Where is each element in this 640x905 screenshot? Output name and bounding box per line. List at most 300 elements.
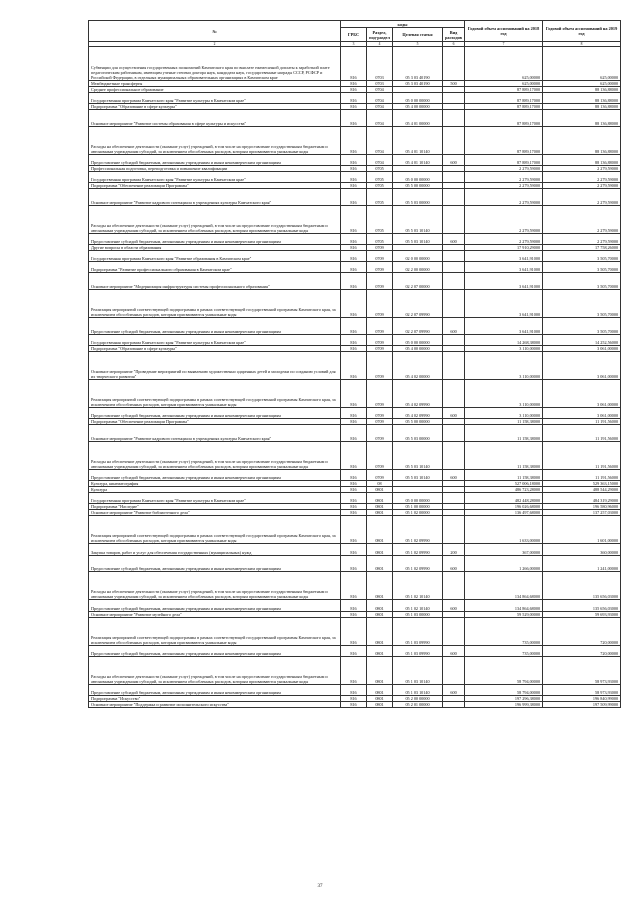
row-csr: 05 0 00 00000 [393,92,443,103]
row-vr [443,352,465,380]
row-grbs: 816 [341,425,367,442]
row-vr: 600 [443,154,465,165]
row-grbs: 816 [341,696,367,702]
row-name: Подпрограмма "Обеспечение реализации Программы" [89,419,341,425]
row-name: Подпрограмма "Развитие профессионального образования в Камчатском крае" [89,262,341,273]
row-razdel: 0801 [367,504,393,510]
row-amount-2019: 625,00000 [543,80,621,86]
row-razdel: 0709 [367,244,393,250]
row-grbs: 816 [341,250,367,261]
row-amount-2018: 11 158,38000 [465,425,543,442]
row-amount-2018: 11 158,38000 [465,470,543,481]
row-grbs: 816 [341,126,367,154]
table-row [89,408,621,419]
row-amount-2018: 3 110,00000 [465,346,543,352]
row-csr: 05 5 03 10140 [393,442,443,470]
row-amount-2019: 11 191,56000 [543,419,621,425]
header-no: № [89,21,341,42]
row-amount-2019: 58 973,93000 [543,656,621,684]
row-csr: 05 4 00 00000 [393,346,443,352]
row-csr: 05 1 03 00000 [393,611,443,617]
row-grbs: 816 [341,92,367,103]
row-vr [443,188,465,205]
row-razdel: 0709 [367,470,393,481]
row-razdel: 0709 [367,262,393,273]
row-name: Субвенции для осуществления государственных полномочий Камчатского края по выплате ежемесячной доплаты к заработной плате педагогическим работникам, имеющим ученые степени доктора наук, кандидата наук, государственные награды СССР, РСФСР и Российской Федерации, в отдельных муниципальных образовательных организациях в Камчатском крае [89,47,341,81]
row-amount-2018: 14 268,38000 [465,334,543,345]
row-name: Государственная программа Камчатского края "Развитие культуры в Камчатском крае" [89,92,341,103]
row-amount-2018: 3 641,91000 [465,262,543,273]
row-csr: 05 1 03 09990 [393,617,443,645]
row-razdel: 0801 [367,510,393,516]
row-amount-2018: 735,00000 [465,645,543,656]
row-name: Подпрограмма "Образование в сфере культуры" [89,103,341,109]
header-csr: Целевая статья [393,28,443,42]
row-grbs: 816 [341,171,367,182]
table-row [89,645,621,656]
row-amount-2018: 367,00000 [465,544,543,555]
row-grbs: 816 [341,617,367,645]
row-vr [443,262,465,273]
colnum: 2 [89,42,341,47]
row-vr: 600 [443,645,465,656]
row-grbs: 816 [341,600,367,611]
row-vr [443,572,465,600]
row-grbs: 816 [341,109,367,126]
row-amount-2018: 134 864,68000 [465,600,543,611]
row-amount-2018: 527 006,18000 [465,481,543,487]
row-vr: 600 [443,318,465,335]
table-row [89,188,621,205]
row-amount-2019: 196 580,96000 [543,504,621,510]
row-amount-2019: 3 505,70000 [543,290,621,318]
row-csr: 05 0 00 00000 [393,171,443,182]
row-name: Основное мероприятие "Развитие библиотечного дела" [89,510,341,516]
row-razdel: 0705 [367,233,393,244]
row-amount-2018: 2 279,59000 [465,188,543,205]
table-row [89,126,621,154]
row-amount-2018: 87 889,17000 [465,103,543,109]
row-csr: 05 5 03 00000 [393,188,443,205]
row-amount-2018: 2 279,59000 [465,205,543,233]
table-row [89,442,621,470]
row-name: Государственная программа Камчатского края "Развитие культуры в Камчатском крае" [89,334,341,345]
row-vr [443,290,465,318]
row-amount-2018: 2 279,59000 [465,165,543,171]
row-vr [443,702,465,708]
header-grbs: ГРБС [341,28,367,42]
row-csr: 05 5 03 10140 [393,205,443,233]
row-grbs: 816 [341,487,367,493]
row-amount-2018: 17 910,29000 [465,244,543,250]
row-razdel: 0704 [367,92,393,103]
row-name: Подпрограмма "Искусство" [89,696,341,702]
row-csr: 05 4 00 00000 [393,103,443,109]
table-row [89,318,621,335]
row-amount-2019: 3 061,00000 [543,352,621,380]
row-amount-2019: 2 279,59000 [543,188,621,205]
row-razdel: 0704 [367,154,393,165]
row-amount-2019: 2 279,59000 [543,205,621,233]
row-name: Предоставление субсидий бюджетным, автономным учреждениям и иным некоммерческим организациям [89,233,341,244]
row-grbs: 816 [341,516,367,544]
row-vr [443,47,465,81]
row-amount-2018: 625,00000 [465,47,543,81]
row-amount-2019: 3 061,00000 [543,346,621,352]
row-amount-2018: 1 266,00000 [465,555,543,572]
row-csr: 05 1 02 09990 [393,516,443,544]
row-name: Расходы на обеспечение деятельности (оказание услуг) учреждений, в том числе на предоставление государственным бюджетным и автономным учреждениям субсидий, за исключением обособленных расходов, которым присваиваются уникальные коды [89,656,341,684]
table-row [89,555,621,572]
row-vr [443,493,465,504]
row-vr: 600 [443,470,465,481]
row-grbs: 816 [341,555,367,572]
row-vr [443,171,465,182]
row-csr: 05 4 02 09990 [393,380,443,408]
row-name: Государственная программа Камчатского края "Развитие культуры в Камчатском крае" [89,171,341,182]
row-amount-2018: 136 497,68000 [465,510,543,516]
row-amount-2019: 11 191,56000 [543,442,621,470]
header-codes: коды [341,21,465,28]
row-vr [443,516,465,544]
row-razdel: 0705 [367,188,393,205]
row-amount-2018: 2 279,59000 [465,182,543,188]
row-razdel: 0709 [367,442,393,470]
row-csr: 05 3 03 40190 [393,80,443,86]
row-name: Предоставление субсидий бюджетным, автономным учреждениям и иным некоммерческим организациям [89,684,341,695]
row-name: Среднее профессиональное образование [89,86,341,92]
row-csr: 02 2 07 00000 [393,273,443,290]
row-amount-2019: 88 136,88000 [543,92,621,103]
table-row [89,92,621,103]
row-razdel: 0801 [367,544,393,555]
table-row [89,47,621,81]
row-grbs: 816 [341,611,367,617]
row-grbs: 816 [341,165,367,171]
colnum: 8 [543,42,621,47]
row-amount-2019: 3 505,70000 [543,318,621,335]
row-amount-2018: 59 529,00000 [465,611,543,617]
table-row [89,600,621,611]
row-name: Закупка товаров, работ и услуг для обеспечения государственных (муниципальных) нужд [89,544,341,555]
row-grbs: 816 [341,684,367,695]
row-amount-2019: 720,00000 [543,617,621,645]
row-amount-2019: 11 191,56000 [543,470,621,481]
row-amount-2018: 3 110,00000 [465,352,543,380]
row-name: Предоставление субсидий бюджетным, автономным учреждениям и иным некоммерческим организациям [89,645,341,656]
row-razdel: 0801 [367,656,393,684]
row-csr: 02 2 07 09990 [393,318,443,335]
row-vr [443,273,465,290]
row-name: Расходы на обеспечение деятельности (оказание услуг) учреждений, в том числе на предоставление государственным бюджетным и автономным учреждениям субсидий, за исключением обособленных расходов, которым присваиваются уникальные коды [89,572,341,600]
row-csr: 02 2 07 09990 [393,290,443,318]
row-amount-2019: 135 656,03000 [543,600,621,611]
row-name: Предоставление субсидий бюджетным, автономным учреждениям и иным некоммерческим организациям [89,154,341,165]
row-name: Основное мероприятие "Поддержка и развитие исполнительского искусства" [89,702,341,708]
row-amount-2018: 87 889,17000 [465,86,543,92]
row-grbs: 816 [341,318,367,335]
row-razdel: 0709 [367,318,393,335]
row-amount-2019: 196 840,99000 [543,696,621,702]
row-grbs: 816 [341,86,367,92]
row-grbs: 816 [341,334,367,345]
row-razdel: 0703 [367,47,393,81]
row-csr: 05 5 03 10140 [393,233,443,244]
colnum: 6 [443,42,465,47]
row-amount-2019: 2 279,59000 [543,233,621,244]
row-vr [443,425,465,442]
colnum: 5 [393,42,443,47]
row-razdel: 0709 [367,380,393,408]
row-amount-2018: 486 723,28000 [465,487,543,493]
row-grbs: 816 [341,244,367,250]
row-amount-2019: 3 505,70000 [543,273,621,290]
row-amount-2018: 196 026,68000 [465,504,543,510]
row-grbs: 816 [341,273,367,290]
row-csr: 05 4 01 10140 [393,154,443,165]
row-name: Государственная программа Камчатского края "Развитие образования в Камчатском крае" [89,250,341,261]
row-razdel: 0705 [367,165,393,171]
row-name: Расходы на обеспечение деятельности (оказание услуг) учреждений, в том числе на предоставление государственным бюджетным и автономным учреждениям субсидий, за исключением обособленных расходов, которым присваиваются уникальные коды [89,126,341,154]
row-grbs: 816 [341,470,367,481]
table-row [89,656,621,684]
table-row [89,290,621,318]
row-razdel: 0703 [367,80,393,86]
row-amount-2019: 529 363,15000 [543,481,621,487]
row-name: Основное мероприятие "Развитие музейного дела" [89,611,341,617]
row-name: Реализация мероприятий соответствующей подпрограммы в рамках соответствующей государственной программы Камчатского края, за исключением обособленных расходов, которым присваиваются уникальные коды [89,617,341,645]
row-grbs: 816 [341,493,367,504]
row-csr: 05 1 02 09990 [393,544,443,555]
colnum: 4 [367,42,393,47]
row-vr [443,250,465,261]
row-grbs: 816 [341,408,367,419]
row-vr [443,109,465,126]
budget-table-container [88,20,620,708]
row-razdel: 0709 [367,419,393,425]
colnum: 3 [341,42,367,47]
row-amount-2019: 3 505,70000 [543,250,621,261]
row-amount-2019: 2 279,59000 [543,165,621,171]
row-grbs: 816 [341,290,367,318]
row-grbs: 816 [341,262,367,273]
row-csr: 05 2 01 00000 [393,702,443,708]
row-razdel: 08 [367,481,393,487]
row-name: Профессиональная подготовка, переподготовка и повышение квалификации [89,165,341,171]
table-row [89,262,621,273]
row-grbs: 816 [341,346,367,352]
row-amount-2019: 2 279,59000 [543,171,621,182]
row-amount-2018: 3 641,91000 [465,290,543,318]
table-row [89,334,621,345]
row-amount-2019: 197 509,99000 [543,702,621,708]
row-vr [443,656,465,684]
row-csr: 05 1 00 00000 [393,504,443,510]
row-name: Предоставление субсидий бюджетным, автономным учреждениям и иным некоммерческим организациям [89,408,341,419]
colnum: 7 [465,42,543,47]
row-razdel: 0801 [367,684,393,695]
table-row [89,516,621,544]
row-vr [443,205,465,233]
row-grbs: 816 [341,544,367,555]
table-row [89,544,621,555]
row-grbs: 816 [341,205,367,233]
row-razdel: 0709 [367,346,393,352]
table-row [89,250,621,261]
table-row [89,470,621,481]
row-vr [443,442,465,470]
row-razdel: 0801 [367,611,393,617]
row-csr: 05 1 03 10140 [393,684,443,695]
row-vr: 500 [443,80,465,86]
row-name: Культура, кинематография [89,481,341,487]
row-vr [443,380,465,408]
row-razdel: 0709 [367,408,393,419]
row-grbs: 816 [341,656,367,684]
row-name: Основное мероприятие "Развитие кадрового потенциала в учреждениях культуры Камчатского края" [89,425,341,442]
row-amount-2019: 3 061,00000 [543,380,621,408]
row-amount-2018: 3 110,00000 [465,408,543,419]
row-amount-2018: 87 889,17000 [465,154,543,165]
row-name: Подпрограмма "Образование в сфере культуры" [89,346,341,352]
row-razdel: 0801 [367,702,393,708]
row-razdel: 0801 [367,493,393,504]
page-number: 37 [317,884,323,889]
row-amount-2019: 488 544,29000 [543,487,621,493]
row-csr: 05 5 00 00000 [393,182,443,188]
row-razdel: 0704 [367,103,393,109]
header-razdel: Раздел, под-раздел [367,28,393,42]
row-amount-2018: 87 889,17000 [465,126,543,154]
row-amount-2019: 360,00000 [543,544,621,555]
row-grbs: 816 [341,233,367,244]
row-grbs: 816 [341,352,367,380]
budget-table-body [89,47,621,708]
table-row [89,154,621,165]
row-razdel: 0801 [367,600,393,611]
row-grbs: 816 [341,188,367,205]
row-name: Реализация мероприятий соответствующей подпрограммы в рамках соответствующей государственной программы Камчатского края, за исключением обособленных расходов, которым присваиваются уникальные коды [89,380,341,408]
row-csr: 05 1 02 10140 [393,600,443,611]
row-amount-2019: 2 279,59000 [543,182,621,188]
row-amount-2018: 3 641,91000 [465,273,543,290]
row-grbs: 816 [341,504,367,510]
row-name: Предоставление субсидий бюджетным, автономным учреждениям и иным некоммерческим организациям [89,470,341,481]
table-row [89,380,621,408]
table-row [89,702,621,708]
row-amount-2018: 87 889,17000 [465,92,543,103]
row-grbs: 816 [341,80,367,86]
row-amount-2019: 88 136,88000 [543,126,621,154]
row-csr: 05 0 00 00000 [393,493,443,504]
row-vr [443,617,465,645]
row-grbs: 816 [341,572,367,600]
row-csr: 05 1 03 09990 [393,645,443,656]
row-amount-2018: 3 641,91000 [465,318,543,335]
row-name: Предоставление субсидий бюджетным, автономным учреждениям и иным некоммерческим организациям [89,555,341,572]
row-amount-2018: 58 794,00000 [465,684,543,695]
row-vr [443,334,465,345]
row-name: Основное мероприятие "Развитие кадрового потенциала в учреждениях культуры Камчатского края" [89,188,341,205]
row-csr: 05 1 02 09990 [393,555,443,572]
row-grbs: 816 [341,154,367,165]
row-name: Подпрограмма "Наследие" [89,504,341,510]
row-vr: 600 [443,600,465,611]
row-amount-2019: 484 319,29000 [543,493,621,504]
row-grbs: 816 [341,510,367,516]
row-amount-2019: 3 505,70000 [543,262,621,273]
row-csr: 05 1 02 00000 [393,510,443,516]
table-row [89,273,621,290]
row-vr: 600 [443,555,465,572]
row-grbs: 816 [341,103,367,109]
row-razdel: 0705 [367,182,393,188]
row-name: Основное мероприятие "Проведение мероприятий по выявлению художественно одаренных детей и молодежи по созданию условий для их творческого развития" [89,352,341,380]
row-amount-2018: 134 864,68000 [465,572,543,600]
row-amount-2018: 87 889,17000 [465,109,543,126]
row-razdel: 0801 [367,696,393,702]
row-amount-2019: 135 656,03000 [543,572,621,600]
row-csr: 05 0 00 00000 [393,334,443,345]
table-row [89,205,621,233]
header-2018: Годовой объем ассигнований на 2018 год [465,21,543,42]
row-amount-2018: 3 110,00000 [465,380,543,408]
row-grbs: 816 [341,481,367,487]
row-csr: 05 1 02 10140 [393,572,443,600]
row-amount-2018: 625,00000 [465,80,543,86]
budget-table [88,20,621,708]
row-amount-2018: 11 158,38000 [465,442,543,470]
row-name: Предоставление субсидий бюджетным, автономным учреждениям и иным некоммерческим организациям [89,318,341,335]
row-csr: 05 4 02 00000 [393,352,443,380]
row-name: Реализация мероприятий соответствующей подпрограммы в рамках соответствующей государственной программы Камчатского края, за исключением обособленных расходов, которым присваиваются уникальные коды [89,290,341,318]
row-amount-2019: 88 136,88000 [543,103,621,109]
row-amount-2019: 720,00000 [543,645,621,656]
row-name: Основное мероприятие "Развитие системы образования в сфере культуры и искусства" [89,109,341,126]
table-row [89,352,621,380]
row-amount-2019: 1 601,00000 [543,516,621,544]
row-amount-2019: 58 973,93000 [543,684,621,695]
row-razdel: 0801 [367,645,393,656]
row-grbs: 816 [341,47,367,81]
row-amount-2019: 14 252,56000 [543,334,621,345]
row-grbs: 816 [341,442,367,470]
row-razdel: 0801 [367,617,393,645]
row-name: Реализация мероприятий соответствующей подпрограммы в рамках соответствующей государственной программы Камчатского края, за исключением обособленных расходов, которым присваиваются уникальные коды [89,516,341,544]
row-razdel: 0709 [367,334,393,345]
row-grbs: 816 [341,380,367,408]
row-amount-2018: 11 158,38000 [465,419,543,425]
row-amount-2018: 58 794,00000 [465,656,543,684]
row-name: Культура [89,487,341,493]
row-razdel: 0705 [367,171,393,182]
row-csr: 05 5 03 00000 [393,425,443,442]
row-csr: 05 2 00 00000 [393,696,443,702]
row-amount-2019: 88 136,88000 [543,86,621,92]
row-razdel: 0709 [367,425,393,442]
row-vr: 600 [443,233,465,244]
row-amount-2018: 196 999,38000 [465,702,543,708]
row-amount-2019: 137 257,03000 [543,510,621,516]
row-amount-2018: 482 448,28000 [465,493,543,504]
row-csr: 05 3 03 40190 [393,47,443,81]
row-name: Межбюджетные трансферты [89,80,341,86]
table-row [89,617,621,645]
row-grbs: 816 [341,182,367,188]
row-razdel: 0704 [367,109,393,126]
row-csr: 05 5 00 00000 [393,419,443,425]
row-name: Расходы на обеспечение деятельности (оказание услуг) учреждений, в том числе на предоставление государственным бюджетным и автономным учреждениям субсидий, за исключением обособленных расходов, которым присваиваются уникальные коды [89,442,341,470]
